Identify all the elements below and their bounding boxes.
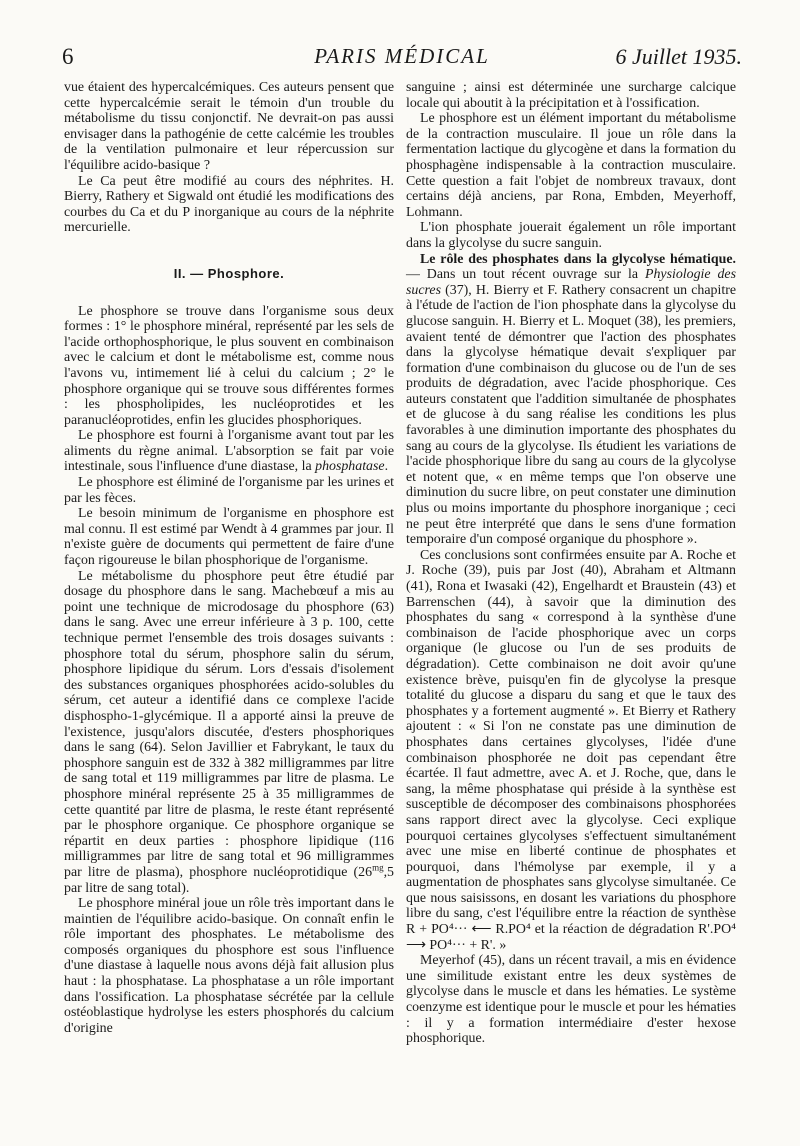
paragraph: Le phosphore minéral joue un rôle très important dans le maintien de l'équilibre acido-basique. On connaît enfin le rôle important des phosphates. Le métabolisme des composés organiques du phosphore est sous l'influence d'une diastase à laquelle nous avons déjà fait allusion plus haut : la phosphatase. La phosphatase a un rôle important dans l'ossification. La phosphatase sécrétée par la cellule ostéoblastique hydrolyse les esters phosphorés du calcium d'origine — [64, 896, 394, 1036]
text-run: Le phosphore est fourni à l'organisme avant tout par les aliments du règne animal. L'absorption se fait par voie intestinale, sous l'influence d'une diastase, la — [64, 428, 394, 475]
paragraph: sanguine ; ainsi est déterminée une surcharge calcique locale qui aboutit à la précipitation et à l'ossification. — [406, 80, 736, 111]
paragraph: Le phosphore est éliminé de l'organisme par les urines et par les fèces. — [64, 475, 394, 506]
text-run: . — [384, 459, 389, 475]
page-number: 6 — [62, 44, 74, 69]
paragraph — [64, 569, 394, 896]
paragraph: vue étaient des hypercalcémiques. Ces auteurs pensent que cette hypercalcémie serait le témoin d'un trouble du métabolisme du tissu conjonctif. Ne devrait-on pas aussi envisager dans la pathogénie de cette calcémie les troubles de la ventilation pulmonaire et leur répercussion sur l'équilibre acido-basique ? — [64, 80, 394, 173]
unit-superscript: mg — [372, 862, 384, 873]
subsection-lead: Le rôle des phosphates dans la glycolyse hématique. — [420, 251, 736, 267]
text-run: (37), H. Bierry et F. Rathery consacrent un chapitre à l'étude de l'action de l'ion phosphate dans la glycolyse du glucose sanguin. H. Bierry et L. Moquet (38), les premiers, avaient tenté de démontrer que l'action des phosphates dans la glycolyse hématique devait s'expliquer par formation d'une combinaison du glucose ou de l'un de ses produits de dégradation, avec l'acide phosphorique. Ces auteurs constatent que l'addition simultanée de phosphates et de glucose à du sang réalise les conditions les plus favorables à une diminution importante des phosphates du sang au cours de la glycolyse. Ils étudient les variations de l'acide phosphorique libre du sang au cours de la glycolyse et notent que, « en même temps que l'on observe une diminution du sucre libre, on peut constater une diminution plus ou moins importante du phosphore inorganique ; ceci ne peut être interprété que dans le sens d'une formation temporaire d'un composé organique du phosphore ». — [406, 282, 736, 548]
page-header — [62, 44, 742, 78]
paragraph: Meyerhof (45), dans un récent travail, a mis en évidence une similitude existant entre les deux systèmes de glycolyse dans le muscle et dans les hématies. Le système coenzyme est identique pour le muscle et pour les hématies : il y a formation intermédiaire d'ester hexose phosphorique. — [406, 953, 736, 1047]
paragraph: Le phosphore se trouve dans l'organisme sous deux formes : 1° le phosphore minéral, représenté par les sels de l'acide orthophosphorique, le plus souvent en combinaison avec le calcium et dont le métabolisme est, comme nous l'avons vu, intimement lié à celui du calcium ; 2° le phosphore organique qui se trouve sous différentes formes : les phospholipides, les nucléoprotides et les paranucléoprotides, enfin les glucides phosphoriques. — [64, 303, 394, 428]
paragraph — [406, 252, 736, 548]
emphasis-term: phosphatase — [315, 459, 385, 475]
book-title: Physiologie des sucres — [406, 267, 736, 298]
paragraph: Ces conclusions sont confirmées ensuite par A. Roche et J. Roche (39), puis par Jost (40), Abraham et Altmann (41), Rona et Iwasaki (42), Engelhardt et Braustein (43) et Barrenschen (44), à savoir que la diminution des phosphates du sang « correspond à la synthèse d'une combinaison de l'acide phosphorique avec un corps organique (le glucose ou l'un de ses produits de dégradation). Cette combinaison ne doit avoir qu'une existence brève, puisqu'en fin de glycolyse la presque totalité du glucose a disparu du sang et que le taux des phosphates y a fortement augmenté ». Et Bierry et Rathery ajoutent : « Si l'on ne constate pas une diminution de phosphates dans certaines glycolyses, l'idée d'une combinaison phosphorée ne doit pas cependant être écartée. Il faut admettre, avec A. et J. Roche, que, dans le sang, la même phosphatase qui préside à la synthèse est susceptible de décomposer des combinaisons phosphorées sans rapport direct avec la glycolyse. Ceci explique pourquoi certaines glycolyses s'effectuent simultanément avec une mise en liberté continue de phosphates et pourquoi, dans l'hémolyse par exemple, il y a augmentation de phosphates sans glycolyse simultanée. Ce que nous saisissons, en dosant les variations du phosphore libre du sang, c'est l'équilibre entre la réaction de synthèse R + PO⁴··· ⟵ R.PO⁴ et la réaction de dégradation R'.PO⁴ ⟶ PO⁴··· + R'. » — [406, 547, 736, 953]
right-column — [406, 80, 736, 1047]
text-run: ,5 par litre de sang total). — [64, 864, 394, 896]
issue-date: 6 Juillet 1935. — [615, 44, 742, 69]
paragraph: Le Ca peut être modifié au cours des néphrites. H. Bierry, Rathery et Sigwald ont étudié les modifications des courbes du Ca et du P inorganique au cours de la néphrite mercurielle. — [64, 173, 394, 236]
paragraph — [64, 428, 394, 475]
paragraph: Le phosphore est un élément important du métabolisme de la contraction musculaire. Il joue un rôle dans la fermentation lactique du glycogène et dans la formation du phosphagène indispensable à la contraction musculaire. Cette question a fait l'objet de nombreux travaux, dont certains déjà anciens, par Rona, Embden, Meyerhoff, Lohmann. — [406, 111, 736, 220]
journal-title: PARIS MÉDICAL — [314, 44, 490, 68]
left-column — [64, 80, 394, 1036]
section-heading: II. — Phosphore. — [173, 265, 285, 281]
text-run: — Dans un tout récent ouvrage sur la — [406, 267, 645, 283]
paragraph: L'ion phosphate jouerait également un rôle important dans la glycolyse du sucre sanguin. — [406, 220, 736, 251]
text-run: Le métabolisme du phosphore peut être étudié par dosage du phosphore dans le sang. Machebœuf a mis au point une technique de microdosage du phosphore (63) dans le sang. Avec une erreur inférieure à 3 p. 100, cette technique permet l'ensemble des trois dosages suivants : phosphore total du sérum, phosphore salin du sérum, phosphore lipidique du sérum. Lors d'essais d'isolement des substances organiques phosphorées acido-solubles du sérum, cet auteur a identifié dans ce complexe l'acide disphospho-1-glycémique. Il a apporté ainsi la preuve de l'existence, jusqu'alors discutée, d'esters phosphoriques dans le sang (64). Selon Javillier et Fabrykant, le taux du phosphore sanguin est de 332 à 382 milligrammes par litre de sang total et 119 milligrammes par litre de plasma. Le phosphore minéral représente 25 à 35 milligrammes de cette quantité par litre de plasma, le reste étant représenté par le phosphore organique. Ce phosphore organique se répartit en deux parties : phosphore lipidique (116 milligrammes par litre de sang total et 96 milligrammes par litre de plasma), phosphore nucléoprotidique (26 — [64, 568, 394, 880]
paragraph: Le besoin minimum de l'organisme en phosphore est mal connu. Il est estimé par Wendt à 4 grammes par jour. Il n'existe guère de documents qui permettent de faire d'une façon rigoureuse le bilan phosphorique de l'organisme. — [64, 506, 394, 569]
